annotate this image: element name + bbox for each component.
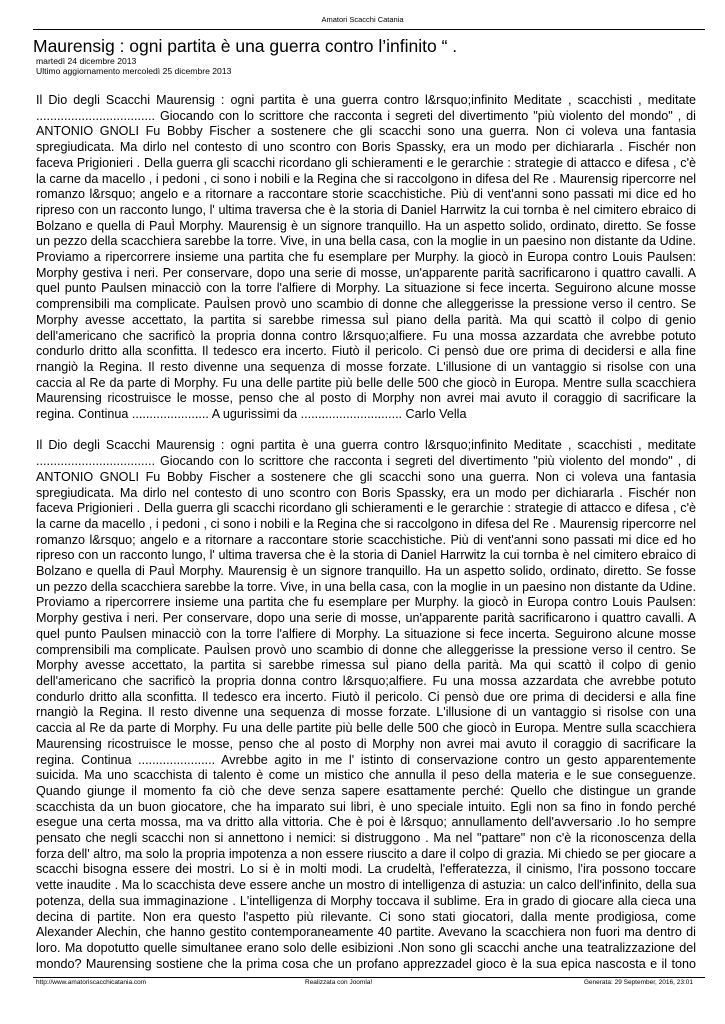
footer-generated-date: Generata: 29 September, 2016, 23:01	[583, 979, 693, 986]
article-title: Maurensig : ogni partita è una guerra contro l’infinito “ .	[33, 36, 458, 56]
article-body	[36, 93, 696, 973]
header-divider	[33, 29, 705, 30]
article-paragraph: Il Dio degli Scacchi Maurensig : ogni partita è una guerra contro l&rsquo;infinito Meditate , scacchisti , meditate .................................. Giocando con lo scrittore che racconta i segreti del divertimento "più violento del mondo" , di ANTONIO GNOLI Fu Bobby Fischer a sostenere che gli scacchi sono una guerra. Non ci voleva una fantasia spregiudicata. Ma dirlo nel contesto di uno scontro con Boris Spassky, era un modo per dichiararla . Fischér non faceva Prigionieri . Della guerra gli scacchi ricordano gli schieramenti e le gerarchie : strategie di attacco e difesa , c'è la carne da macello , i pedoni , ci sono i nobili e la Regina che si raccolgono in difesa del Re . Maurensig ripercorre nel romanzo l&rsquo; angelo e a ritornare a raccontare storie scacchistiche. Più di vent'anni sono passati mi dice ed ho ripreso con un racconto lungo, l' ultima traversa che è la storia di Daniel Harrwitz la cui tornba è nel cimitero ebraico di Bolzano e quella di PauÌ Morphy. Maurensig è un signore tranquillo. Ha un aspetto solido, ordinato, diretto. Se fosse un pezzo della scacchiera sarebbe la torre. Vive, in una bella casa, con la moglie in un paesino non distante da Udine. Proviamo a ripercorrere insieme una partita che fu esemplare per Murphy. la giocò in Europa contro Louis Paulsen: Morphy gestiva i neri. Per conservare, dopo una serie di mosse, un'apparente parità sacrificarono i quattro cavalli. A quel punto Paulsen minacciò con la torre l'alfiere di Morphy. La situazione si fece incerta. Seguirono alcune mosse comprensibili ma complicate. PauÌsen provò uno scambio di donne che alleggerisse la pressione verso il centro. Se Morphy avesse accettato, la partita si sarebbe rimessa suÌ piano della parità. Ma qui scattò il colpo di genio dell'americano che sacrificò la propria donna contro l&rsquo;alfiere. Fu una mossa azzardata che avrebbe potuto condurlo dritto alla sconfitta. Il tedesco era incerto. Fiutò il pericolo. Ci pensò due ore prima di decidersi e alla fine rnangiò la Regina. Il resto divenne una sequenza di mosse forzate. L'illusione di un vantaggio si risolse con una caccia al Re da parte di Morphy. Fu una delle partite più belle delle 500 che giocò in Europa. Mentre sulla scacchiera Maurensing ricostruisce le mosse, penso che al posto di Morphy non avrei mai avuto il coraggio di sacrificare la regina. Continua ...................... A ugurissimi da ............................. Carlo Vella	[36, 93, 696, 422]
footer-site-url[interactable]: http://www.amatoriscacchicatania.com	[36, 979, 147, 986]
article-last-updated: Ultimo aggiornamento mercoledì 25 dicembre 2013	[36, 66, 232, 76]
footer-credit: Realizzata con Joomla!	[305, 979, 373, 986]
article-paragraph: Il Dio degli Scacchi Maurensig : ogni partita è una guerra contro l&rsquo;infinito Meditate , scacchisti , meditate .................................. Giocando con lo scrittore che racconta i segreti del divertimento "più violento del mondo" , di ANTONIO GNOLI Fu Bobby Fischer a sostenere che gli scacchi sono una guerra. Non ci voleva una fantasia spregiudicata. Ma dirlo nel contesto di uno scontro con Boris Spassky, era un modo per dichiararla . Fischér non faceva Prigionieri . Della guerra gli scacchi ricordano gli schieramenti e le gerarchie : strategie di attacco e difesa , c'è la carne da macello , i pedoni , ci sono i nobili e la Regina che si raccolgono in difesa del Re . Maurensig ripercorre nel romanzo l&rsquo; angelo e a ritornare a raccontare storie scacchistiche. Più di vent'anni sono passati mi dice ed ho ripreso con un racconto lungo, l' ultima traversa che è la storia di Daniel Harrwitz la cui tornba è nel cimitero ebraico di Bolzano e quella di PauÌ Morphy. Maurensig è un signore tranquillo. Ha un aspetto solido, ordinato, diretto. Se fosse un pezzo della scacchiera sarebbe la torre. Vive, in una bella casa, con la moglie in un paesino non distante da Udine. Proviamo a ripercorrere insieme una partita che fu esemplare per Murphy. la giocò in Europa contro Louis Paulsen: Morphy gestiva i neri. Per conservare, dopo una serie di mosse, un'apparente parità sacrificarono i quattro cavalli. A quel punto Paulsen minacciò con la torre l'alfiere di Morphy. La situazione si fece incerta. Seguirono alcune mosse comprensibili ma complicate. PauÌsen provò uno scambio di donne che alleggerisse la pressione verso il centro. Se Morphy avesse accettato, la partita si sarebbe rimessa suÌ piano della parità. Ma qui scattò il colpo di genio dell'americano che sacrificò la propria donna contro l&rsquo;alfiere. Fu una mossa azzardata che avrebbe potuto condurlo dritto alla sconfitta. Il tedesco era incerto. Fiutò il pericolo. Ci pensò due ore prima di decidersi e alla fine rnangiò la Regina. Il resto divenne una sequenza di mosse forzate. L'illusione di un vantaggio si risolse con una caccia al Re da parte di Morphy. Fu una delle partite più belle delle 500 che giocò in Europa. Mentre sulla scacchiera Maurensing ricostruisce le mosse, penso che al posto di Morphy non avrei mai avuto il coraggio di sacrificare la regina. Continua ...................... Avrebbe agito in me l' istinto di conservazione contro un gesto apparentemente suicida. Ma uno scacchista di talento è come un mistico che annulla il peso della materia e le sue conseguenze. Quando giunge il momento fa ciò che deve senza sapere esattamente perché: Quello che distingue un grande scacchista da un buon giocatore, che ha imparato sui libri, è uno speciale intuito. Egli non sa fino in fondo perché esegue una certa mossa, ma va dritto alla vittoria. Che è poi è l&rsquo; annullamento dell'avversario .Io ho sempre pensato che negli scacchi non si annettono i nemici: si distruggono . Ma nel "pattare" non c'è la riconoscenza della forza dell' altro, ma solo la propria impotenza a non essere riuscito a dare il colpo di grazia. Mi chiedo se per giocare a scacchi bisogna essere dei mostri. Lo si è in molti modi. La crudeltà, l'efferatezza, il cinismo, l'ira possono toccare vette inaudite . Ma lo scacchista deve essere anche un mostro di intelligenza di astuzia: un calco dell'infinito, della sua potenza, della sua immaginazione . L'intelligenza di Morphy toccava il sublime. Era in grado di giocare alla cieca una decina di partite. Non era questo l'aspetto più rilevante. Ci sono stati giocatori, dalla mente prodigiosa, come Alexander Alechin, che hanno gestito contemporaneamente 40 partite. Avevano la scacchiera non fuori ma dentro di loro. Ma dopotutto quelle simultanee erano solo delle esibizioni .Non sono gli scacchi anche una teatralizzazione del mondo? Maurensing sostiene che la prima cosa che un profano apprezzadel gioco è la sua epica nascosta e il tono	[36, 438, 696, 971]
footer-divider	[33, 977, 705, 978]
site-name: Amatori Scacchi Catania	[321, 15, 404, 24]
article-date: martedì 24 dicembre 2013	[36, 56, 137, 66]
